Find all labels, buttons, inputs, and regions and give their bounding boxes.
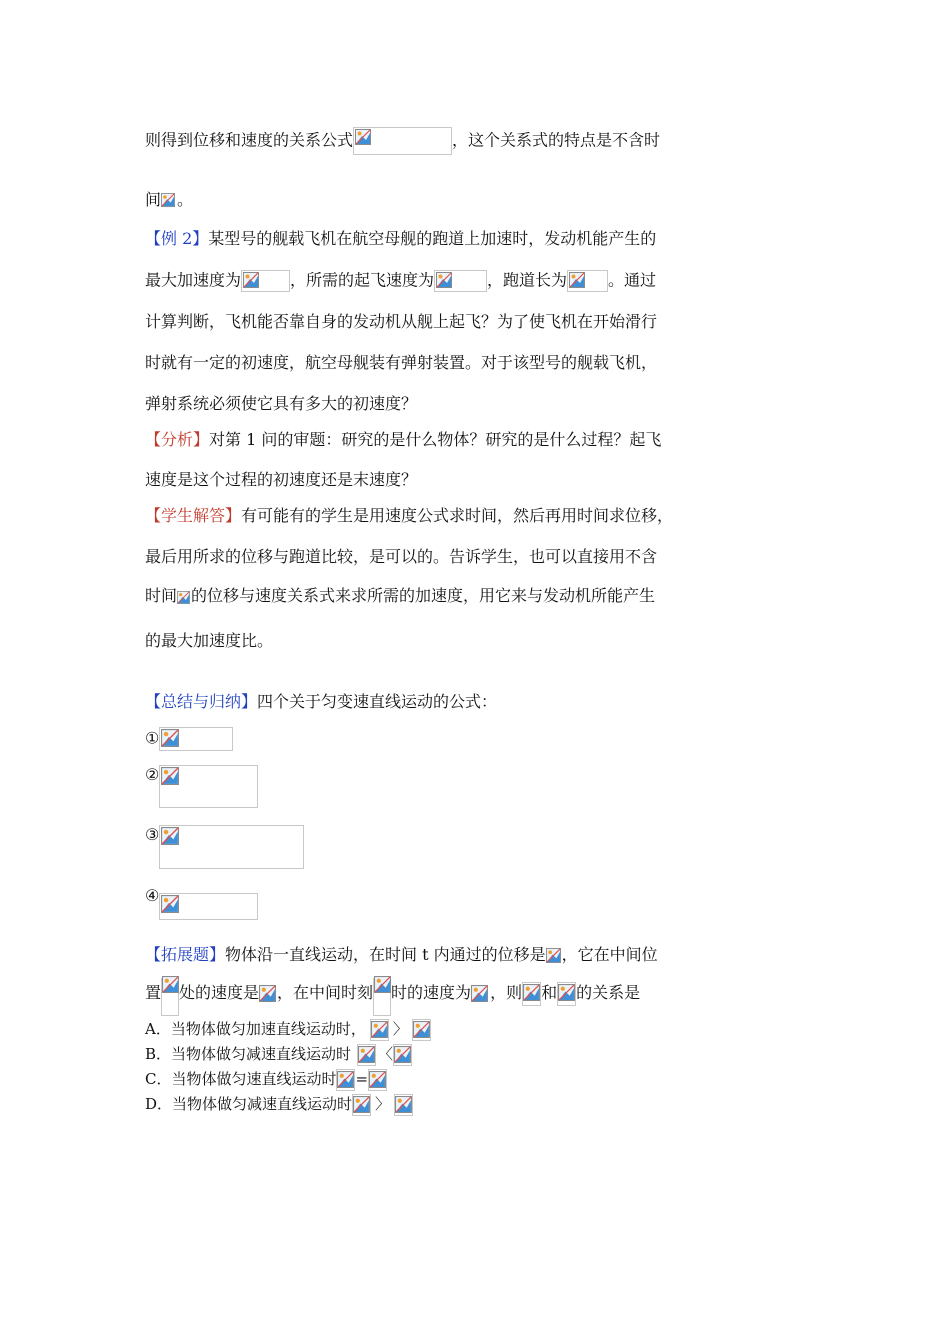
broken-image-icon	[353, 1096, 370, 1113]
text-run: 四个关于匀变速直线运动的公式：	[257, 692, 498, 711]
text-line	[145, 692, 497, 712]
text-run: 和	[541, 983, 558, 1002]
formula-image	[161, 978, 179, 1016]
text-run: 处的速度是	[179, 983, 260, 1002]
text-line	[145, 127, 660, 155]
formula-image	[412, 1019, 431, 1041]
text-run: 的位移与速度关系式来求所需的加速度，用它来与发动机所能产生	[191, 586, 656, 605]
formula-number: ③	[145, 825, 160, 844]
text-run: 则得到位移和速度的关系公式	[145, 130, 354, 150]
broken-image-icon	[259, 985, 276, 1002]
text-line	[145, 229, 656, 249]
broken-image-icon	[369, 1071, 386, 1088]
text-line: 的最大加速度比。	[145, 631, 274, 650]
relation-symbol: 〉	[375, 1095, 391, 1113]
text-line	[145, 945, 658, 965]
text-run: 时间	[145, 586, 178, 605]
text-run: ，所需的起飞速度为	[290, 270, 435, 290]
summary-tag: 【总结与归纳】	[145, 692, 258, 711]
text-run: 。通过	[608, 270, 657, 290]
formula-image	[373, 978, 391, 1016]
formula-image	[336, 1069, 355, 1091]
formula-image	[394, 1094, 413, 1116]
broken-image-icon	[161, 767, 179, 785]
option-b	[145, 1044, 412, 1066]
text-line	[145, 506, 673, 526]
formula-image	[352, 1094, 371, 1116]
broken-image-icon	[161, 827, 179, 845]
text-run: ，则	[490, 983, 523, 1002]
text-run: 时的速度为	[391, 983, 472, 1002]
formula-image	[159, 727, 233, 751]
text-line	[145, 430, 661, 450]
broken-image-icon	[162, 976, 179, 993]
option-text: A．当物体做匀加速直线运动时，	[145, 1020, 366, 1038]
formula-number: ②	[145, 765, 160, 784]
broken-image-icon	[355, 129, 371, 145]
formula-image	[393, 1044, 412, 1066]
broken-image-icon	[358, 1046, 375, 1063]
formula-image	[370, 1019, 389, 1041]
broken-image-icon	[413, 1021, 430, 1038]
formula-image	[557, 982, 576, 1006]
formula-image	[159, 893, 258, 920]
text-run: 。	[177, 190, 194, 209]
formula-image	[546, 947, 562, 965]
formula-image	[177, 588, 191, 606]
broken-image-icon	[161, 729, 179, 747]
broken-image-icon	[394, 1046, 411, 1063]
formula-image	[241, 270, 290, 292]
option-text: C．当物体做匀速直线运动时	[145, 1070, 337, 1088]
text-run: 物体沿一直线运动，在时间 t 内通过的位移是	[225, 945, 546, 964]
text-run: 最大加速度为	[145, 270, 242, 290]
text-run: 置	[145, 983, 162, 1002]
formula-number: ④	[145, 886, 160, 905]
broken-image-icon	[546, 948, 561, 963]
broken-image-icon	[558, 984, 575, 1001]
broken-image-icon	[523, 984, 540, 1001]
text-line: 时就有一定的初速度，航空母舰装有弹射装置。对于该型号的舰载飞机，	[145, 353, 658, 372]
extension-tag: 【拓展题】	[145, 945, 226, 964]
text-run: ，在中间时刻	[277, 983, 374, 1002]
text-line: 速度是这个过程的初速度还是末速度？	[145, 470, 418, 489]
formula-image	[357, 1044, 376, 1066]
formula-line	[145, 825, 304, 869]
broken-image-icon	[161, 193, 175, 207]
example-tag: 【例 2】	[145, 229, 209, 248]
text-line	[145, 978, 640, 1016]
formula-image	[522, 982, 541, 1006]
formula-image	[353, 127, 452, 155]
text-line: 最后用所求的位移与跑道比较，是可以的。告诉学生，也可以直接用不含	[145, 547, 658, 566]
text-line	[145, 270, 656, 292]
text-run: 间	[145, 190, 162, 209]
broken-image-icon	[395, 1096, 412, 1113]
student-answer-tag: 【学生解答】	[145, 506, 242, 525]
analysis-tag: 【分析】	[145, 430, 210, 449]
broken-image-icon	[471, 985, 488, 1002]
formula-image	[471, 984, 490, 1004]
formula-image	[159, 825, 304, 869]
relation-symbol: =	[355, 1070, 369, 1088]
formula-image	[259, 984, 277, 1004]
text-run: 的关系是	[576, 983, 641, 1002]
text-run: ，它在中间位	[561, 945, 658, 964]
formula-image	[567, 270, 608, 292]
formula-image	[434, 270, 487, 292]
option-text: B．当物体做匀减速直线运动时	[145, 1045, 352, 1063]
text-run: ，跑道长为	[487, 270, 568, 290]
text-run: 有可能有的学生是用速度公式求时间，然后再用时间求位移，	[241, 506, 674, 525]
formula-image	[159, 765, 258, 808]
formula-image	[161, 192, 177, 210]
text-run: ，这个关系式的特点是不含时	[452, 130, 661, 150]
option-text: D．当物体做匀减速直线运动时	[145, 1095, 353, 1113]
text-line	[145, 190, 193, 210]
broken-image-icon	[374, 976, 391, 993]
relation-symbol: 〉	[392, 1020, 408, 1038]
option-a	[145, 1019, 431, 1041]
formula-line	[145, 727, 233, 751]
broken-image-icon	[177, 591, 190, 604]
formula-line	[145, 765, 258, 808]
broken-image-icon	[371, 1021, 388, 1038]
option-c	[145, 1069, 387, 1091]
formula-image	[368, 1069, 387, 1091]
text-run: 对第 1 问的审题：研究的是什么物体？研究的是什么过程？起飞	[209, 430, 662, 449]
formula-line	[145, 886, 258, 920]
broken-image-icon	[569, 272, 585, 288]
broken-image-icon	[243, 272, 259, 288]
formula-number: ①	[145, 728, 160, 748]
text-line	[145, 586, 655, 606]
text-line: 弹射系统必须使它具有多大的初速度？	[145, 394, 418, 413]
broken-image-icon	[161, 895, 179, 913]
relation-symbol: 〈	[378, 1045, 394, 1063]
option-d	[145, 1094, 413, 1116]
broken-image-icon	[337, 1071, 354, 1088]
broken-image-icon	[436, 272, 452, 288]
text-line: 计算判断，飞机能否靠自身的发动机从舰上起飞？为了使飞机在开始滑行	[145, 312, 658, 331]
text-run: 某型号的舰载飞机在航空母舰的跑道上加速时，发动机能产生的	[208, 229, 657, 248]
